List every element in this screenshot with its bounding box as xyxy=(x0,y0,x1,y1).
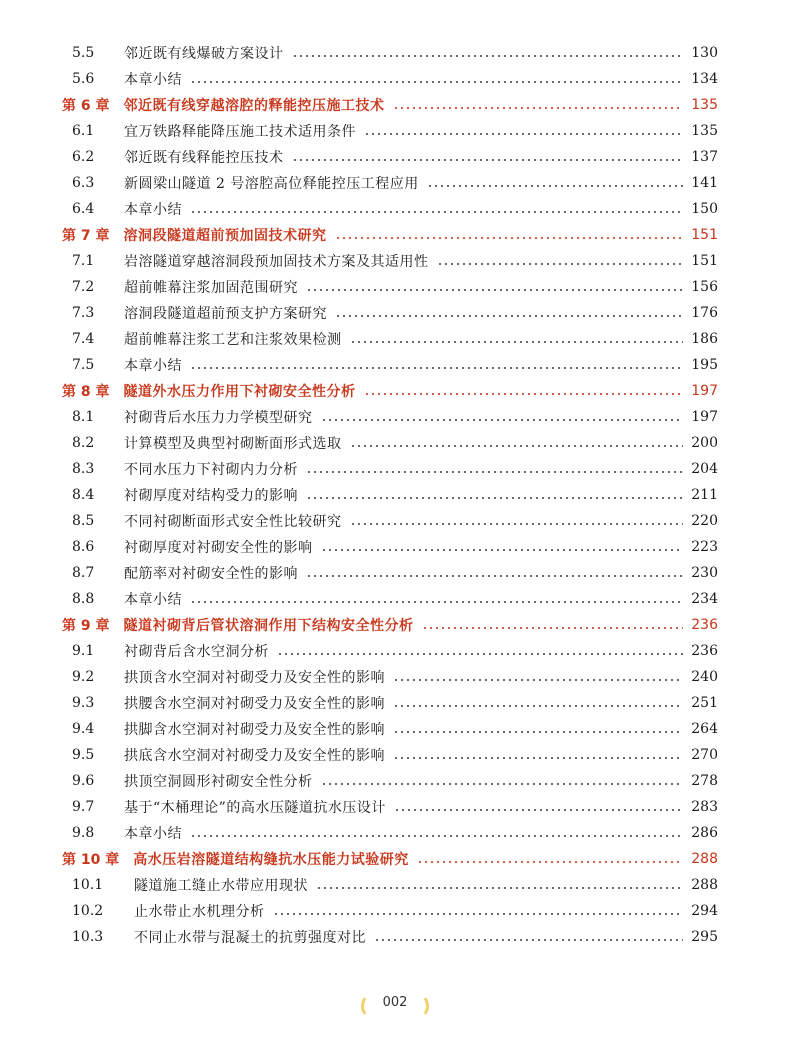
page-ref: 200 xyxy=(691,435,718,451)
toc-section-row[interactable] xyxy=(62,742,718,768)
section-number: 7.5 xyxy=(72,357,95,373)
leader-dots xyxy=(190,81,683,83)
toc-section-row[interactable] xyxy=(62,248,718,274)
leader-dots xyxy=(393,705,683,707)
section-number: 9.6 xyxy=(72,773,95,789)
page-ref: 294 xyxy=(691,903,718,919)
page-ref: 135 xyxy=(691,97,718,113)
leader-dots xyxy=(393,731,683,733)
toc-section-row[interactable] xyxy=(62,638,718,664)
section-title: 拱底含水空洞对衬砌受力及安全性的影响 xyxy=(124,748,385,764)
leader-dots xyxy=(292,159,684,161)
section-title: 配筋率对衬砌安全性的影响 xyxy=(124,566,298,582)
section-title: 不同止水带与混凝土的抗剪强度对比 xyxy=(134,930,366,946)
leader-dots xyxy=(350,523,684,525)
leader-dots xyxy=(335,237,684,239)
section-title: 隧道施工缝止水带应用现状 xyxy=(134,878,308,894)
page-ref: 220 xyxy=(691,513,718,529)
leader-dots xyxy=(321,549,684,551)
toc-section-row[interactable] xyxy=(62,820,718,846)
leader-dots xyxy=(350,341,684,343)
toc-chapter-row[interactable] xyxy=(62,846,718,872)
leader-dots xyxy=(321,783,684,785)
leader-dots xyxy=(306,575,683,577)
toc-chapter-row[interactable] xyxy=(62,378,718,404)
section-title: 超前帷幕注浆加固范围研究 xyxy=(124,280,298,296)
leader-dots xyxy=(277,653,683,655)
section-number: 8.1 xyxy=(72,409,95,425)
toc-section-row[interactable] xyxy=(62,40,718,66)
leader-dots xyxy=(374,939,683,941)
leader-dots xyxy=(273,913,684,915)
section-title: 本章小结 xyxy=(124,826,182,842)
toc-section-row[interactable] xyxy=(62,404,718,430)
section-number: 10.1 xyxy=(72,877,104,893)
leader-dots xyxy=(306,289,683,291)
section-number: 5.5 xyxy=(72,45,95,61)
leader-dots xyxy=(316,887,683,889)
section-number: 9.3 xyxy=(72,695,95,711)
toc-section-row[interactable] xyxy=(62,482,718,508)
section-number: 7.4 xyxy=(72,331,95,347)
section-title: 邻近既有线释能控压技术 xyxy=(124,150,284,166)
page-ref: 156 xyxy=(691,279,718,295)
toc-section-row[interactable] xyxy=(62,300,718,326)
leader-dots xyxy=(292,55,684,57)
leader-dots xyxy=(335,315,683,317)
section-number: 9.2 xyxy=(72,669,95,685)
toc-section-row[interactable] xyxy=(62,664,718,690)
page-ref: 151 xyxy=(691,227,718,243)
section-title: 邻近既有线爆破方案设计 xyxy=(124,46,284,62)
section-number: 9.5 xyxy=(72,747,95,763)
section-title: 拱顶含水空洞对衬砌受力及安全性的影响 xyxy=(124,670,385,686)
chapter-title: 隧道外水压力作用下衬砌安全性分析 xyxy=(123,384,356,400)
chapter-number: 第 9 章 xyxy=(62,618,110,634)
section-title: 计算模型及典型衬砌断面形式选取 xyxy=(124,436,342,452)
leader-dots xyxy=(190,367,683,369)
toc-section-row[interactable] xyxy=(62,768,718,794)
chapter-number: 第 6 章 xyxy=(62,98,110,114)
leader-dots xyxy=(422,627,684,629)
chapter-title: 溶洞段隧道超前预加固技术研究 xyxy=(123,228,327,244)
section-title: 溶洞段隧道超前预支护方案研究 xyxy=(124,306,327,322)
page-ref: 150 xyxy=(691,201,718,217)
chapter-title: 邻近既有线穿越溶腔的释能控压施工技术 xyxy=(123,98,385,114)
page-ref: 195 xyxy=(691,357,718,373)
section-number: 9.4 xyxy=(72,721,95,737)
leader-dots xyxy=(437,263,684,265)
toc-section-row[interactable] xyxy=(62,456,718,482)
toc-section-row[interactable] xyxy=(62,118,718,144)
toc-chapter-row[interactable] xyxy=(62,612,718,638)
toc-section-row[interactable] xyxy=(62,690,718,716)
page-ref: 234 xyxy=(691,591,718,607)
leader-dots xyxy=(393,107,684,109)
toc-section-row[interactable] xyxy=(62,144,718,170)
page-ref: 204 xyxy=(691,461,718,477)
section-title: 宜万铁路释能降压施工技术适用条件 xyxy=(124,124,356,140)
leader-dots xyxy=(190,211,683,213)
leader-dots xyxy=(306,497,683,499)
page-ref: 211 xyxy=(691,487,718,503)
page-ref: 251 xyxy=(691,695,718,711)
section-number: 6.1 xyxy=(72,123,95,139)
toc-section-row[interactable] xyxy=(62,326,718,352)
section-number: 8.7 xyxy=(72,565,95,581)
toc-section-row[interactable] xyxy=(62,924,718,950)
page-ref: 141 xyxy=(691,175,718,191)
leader-dots xyxy=(427,185,683,187)
section-title: 本章小结 xyxy=(124,358,182,374)
chapter-number: 第 7 章 xyxy=(62,228,110,244)
section-number: 8.8 xyxy=(72,591,95,607)
toc-chapter-row[interactable] xyxy=(62,222,718,248)
section-number: 9.1 xyxy=(72,643,95,659)
leader-dots xyxy=(364,393,684,395)
page-ref: 176 xyxy=(691,305,718,321)
section-title: 岩溶隧道穿越溶洞段预加固技术方案及其适用性 xyxy=(124,254,429,270)
section-title: 止水带止水机理分析 xyxy=(134,904,265,920)
section-number: 10.3 xyxy=(72,929,104,945)
page-ref: 295 xyxy=(691,929,718,945)
page-ref: 288 xyxy=(691,877,718,893)
section-number: 7.1 xyxy=(72,253,95,269)
section-title: 超前帷幕注浆工艺和注浆效果检测 xyxy=(124,332,342,348)
toc-section-row[interactable] xyxy=(62,430,718,456)
leader-dots xyxy=(364,133,683,135)
section-number: 6.3 xyxy=(72,175,95,191)
leader-dots xyxy=(350,445,684,447)
page-ref: 270 xyxy=(691,747,718,763)
page-ref: 134 xyxy=(691,71,718,87)
chapter-title: 高水压岩溶隧道结构缝抗水压能力试验研究 xyxy=(133,852,409,868)
page-ref: 236 xyxy=(691,643,718,659)
page-ref: 278 xyxy=(691,773,718,789)
page-ref: 283 xyxy=(691,799,718,815)
leader-dots xyxy=(393,679,683,681)
toc-section-row[interactable] xyxy=(62,560,718,586)
page-ref: 186 xyxy=(691,331,718,347)
page-ref: 288 xyxy=(691,851,718,867)
leader-dots xyxy=(394,809,683,811)
section-title: 不同水压力下衬砌内力分析 xyxy=(124,462,298,478)
leader-dots xyxy=(190,601,683,603)
section-number: 8.6 xyxy=(72,539,95,555)
section-title: 衬砌背后水压力力学模型研究 xyxy=(124,410,313,426)
leader-dots xyxy=(190,835,683,837)
section-number: 10.2 xyxy=(72,903,104,919)
page-ref: 264 xyxy=(691,721,718,737)
section-number: 8.5 xyxy=(72,513,95,529)
section-number: 8.4 xyxy=(72,487,95,503)
toc-section-row[interactable] xyxy=(62,586,718,612)
section-number: 9.7 xyxy=(72,799,95,815)
section-number: 5.6 xyxy=(72,71,95,87)
leader-dots xyxy=(321,419,684,421)
page-ref: 197 xyxy=(691,383,718,399)
section-title: 新圆梁山隧道 2 号溶腔高位释能控压工程应用 xyxy=(124,176,419,192)
section-title: 基于“木桶理论”的高水压隧道抗水压设计 xyxy=(124,800,386,816)
toc-section-row[interactable] xyxy=(62,716,718,742)
section-number: 6.2 xyxy=(72,149,95,165)
section-title: 衬砌背后含水空洞分析 xyxy=(124,644,269,660)
toc-section-row[interactable] xyxy=(62,794,718,820)
page-ref: 223 xyxy=(691,539,718,555)
page-ref: 286 xyxy=(691,825,718,841)
chapter-title: 隧道衬砌背后管状溶洞作用下结构安全性分析 xyxy=(123,618,414,634)
page-ref: 151 xyxy=(691,253,718,269)
toc-section-row[interactable] xyxy=(62,872,718,898)
section-title: 拱腰含水空洞对衬砌受力及安全性的影响 xyxy=(124,696,385,712)
section-number: 7.2 xyxy=(72,279,95,295)
section-title: 拱脚含水空洞对衬砌受力及安全性的影响 xyxy=(124,722,385,738)
chapter-number: 第 8 章 xyxy=(62,384,110,400)
section-number: 6.4 xyxy=(72,201,95,217)
page-ref: 240 xyxy=(691,669,718,685)
page-ref: 130 xyxy=(691,45,718,61)
toc-section-row[interactable] xyxy=(62,508,718,534)
page-ref: 135 xyxy=(691,123,718,139)
toc-section-row[interactable] xyxy=(62,898,718,924)
page-ref: 197 xyxy=(691,409,718,425)
toc-section-row[interactable] xyxy=(62,534,718,560)
page-ref: 236 xyxy=(691,617,718,633)
section-title: 本章小结 xyxy=(124,202,182,218)
section-title: 不同衬砌断面形式安全性比较研究 xyxy=(124,514,342,530)
section-title: 衬砌厚度对结构受力的影响 xyxy=(124,488,298,504)
toc-section-row[interactable] xyxy=(62,170,718,196)
section-title: 拱顶空洞圆形衬砌安全性分析 xyxy=(124,774,313,790)
leader-dots xyxy=(417,861,684,863)
page-ref: 137 xyxy=(691,149,718,165)
section-title: 本章小结 xyxy=(124,72,182,88)
page-footer xyxy=(0,990,790,1016)
toc-section-row[interactable] xyxy=(62,352,718,378)
toc-section-row[interactable] xyxy=(62,274,718,300)
section-number: 8.3 xyxy=(72,461,95,477)
chapter-number: 第 10 章 xyxy=(62,852,120,868)
leader-dots xyxy=(306,471,683,473)
toc-section-row[interactable] xyxy=(62,66,718,92)
section-title: 本章小结 xyxy=(124,592,182,608)
page-number: 002 xyxy=(367,992,424,1014)
toc-chapter-row[interactable] xyxy=(62,92,718,118)
leader-dots xyxy=(393,757,683,759)
toc-section-row[interactable] xyxy=(62,196,718,222)
section-number: 7.3 xyxy=(72,305,95,321)
page-ref: 230 xyxy=(691,565,718,581)
section-number: 8.2 xyxy=(72,435,95,451)
section-title: 衬砌厚度对衬砌安全性的影响 xyxy=(124,540,313,556)
section-number: 9.8 xyxy=(72,825,95,841)
